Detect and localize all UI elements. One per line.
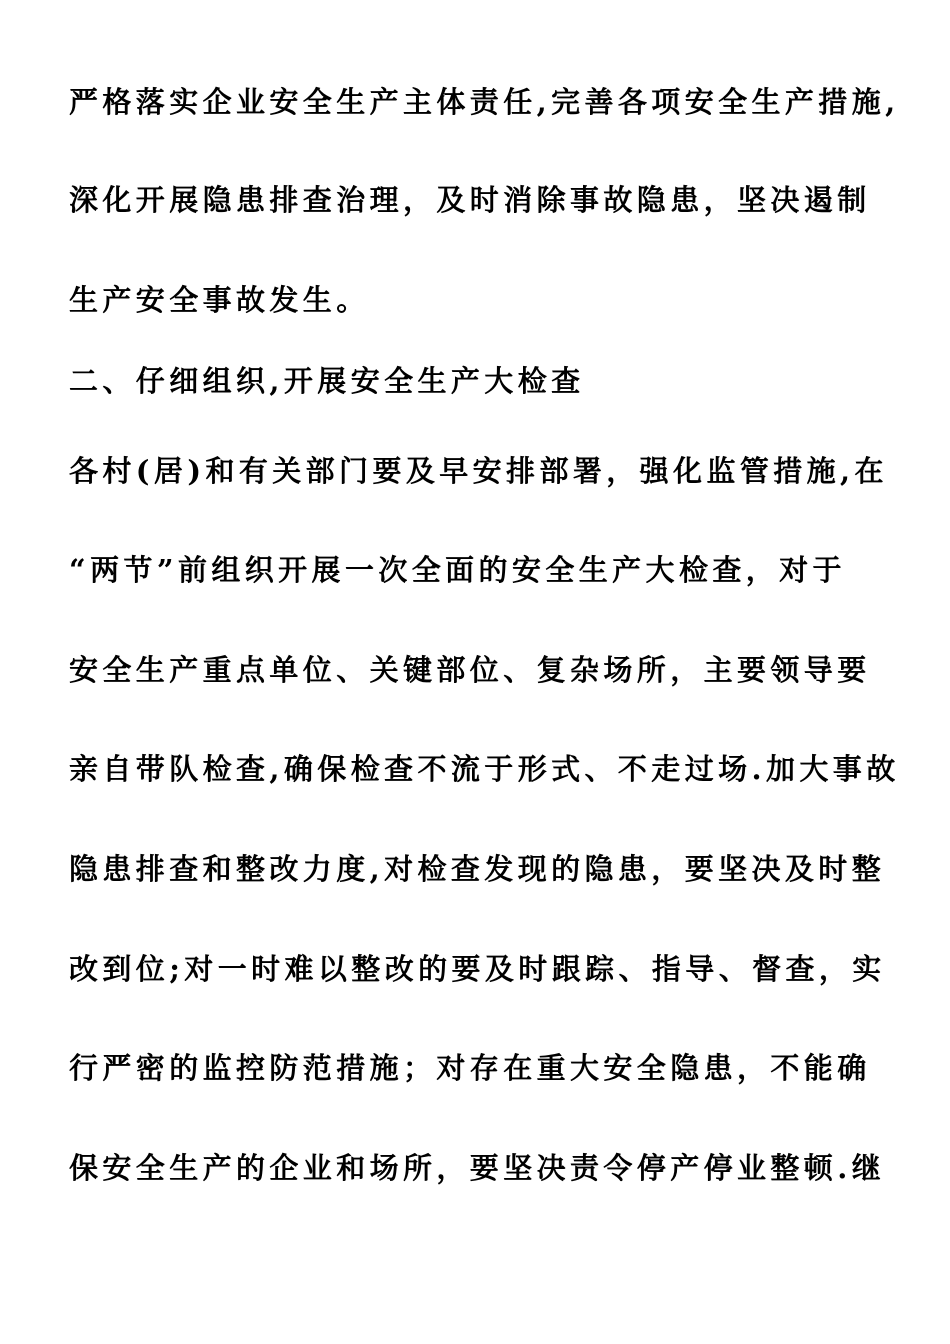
text-line: 安全生产重点单位、关键部位、复杂场所，主要领导要: [69, 653, 871, 687]
text-line: 亲自带队检查,确保检查不流于形式、不走过场.加大事故: [69, 752, 900, 786]
text-line: 各村(居)和有关部门要及早安排部署，强化监管措施,在: [69, 454, 888, 488]
text-line: “两节”前组织开展一次全面的安全生产大检查，对于: [69, 553, 846, 587]
text-line: 深化开展隐患排查治理，及时消除事故隐患，坚决遏制: [69, 183, 871, 217]
text-line: 严格落实企业安全生产主体责任,完善各项安全生产措施,: [69, 85, 900, 119]
text-line: 隐患排查和整改力度,对检查发现的隐患，要坚决及时整: [69, 852, 886, 886]
section-heading: 二、仔细组织,开展安全生产大检查: [69, 364, 585, 398]
text-line: 行严密的监控防范措施；对存在重大安全隐患，不能确: [69, 1051, 871, 1085]
text-line: 保安全生产的企业和场所，要坚决责令停产停业整顿.继: [69, 1151, 886, 1185]
text-line: 生产安全事故发生。: [69, 283, 370, 317]
text-line: 改到位;对一时难以整改的要及时跟踪、指导、督查，实: [69, 952, 886, 986]
